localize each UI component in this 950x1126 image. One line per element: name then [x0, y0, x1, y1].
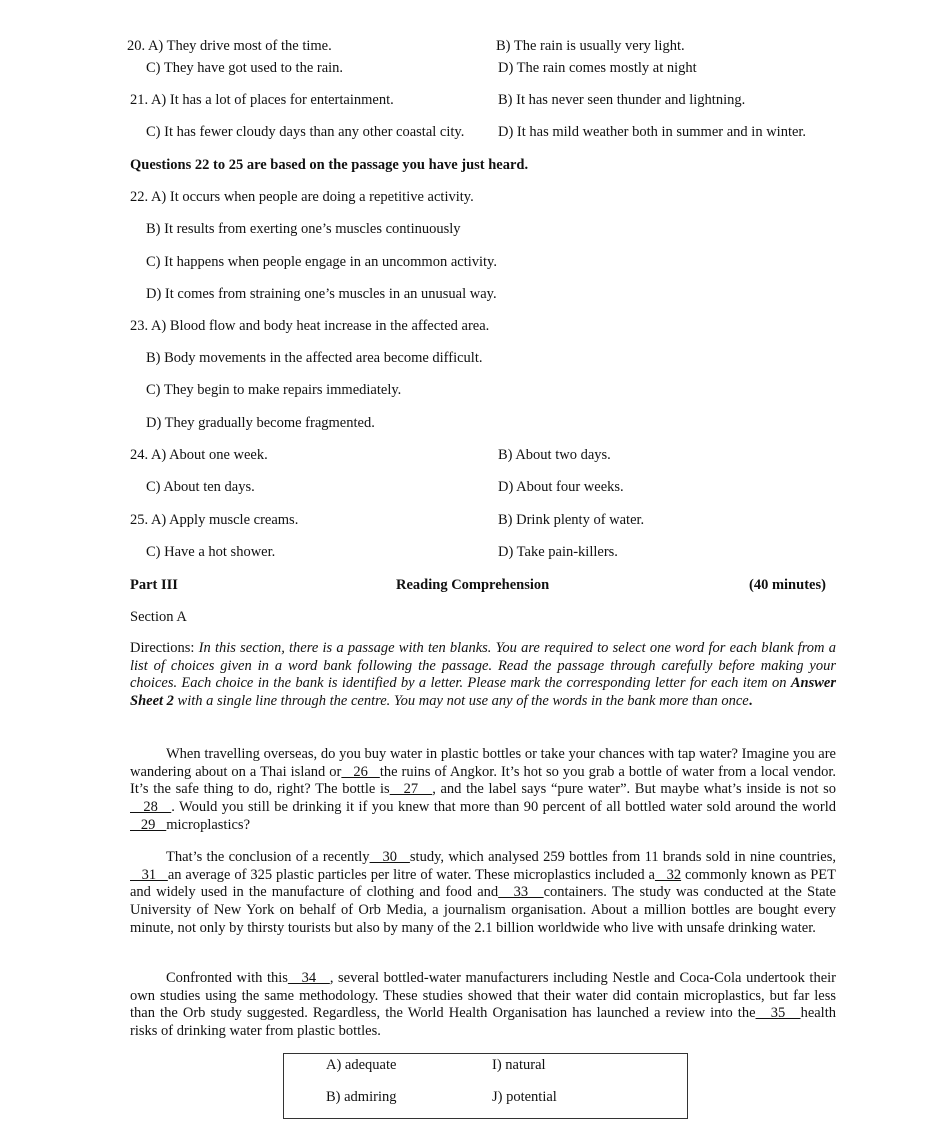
blank-31: 31 — [130, 866, 168, 883]
blank-35: 35 — [755, 1005, 801, 1022]
q20-option-a: 20. A) They drive most of the time. — [127, 38, 332, 54]
p1-text-5: microplastics? — [166, 816, 251, 833]
p1-text-2: the ruins of Angkor. It’s hot so you grab a bottle of water from a local vendor. It’s the safe thing to do, right? The bottle is — [130, 763, 836, 798]
directions-text-1: In this section, there is a passage with ten blanks. You are required to select one word for each blank from a list of choices given in a word bank following the passage. Read the passage through carefully before making your choices. Each choice in the bank is identified by a letter. Please mark the corresponding letter for each item on — [130, 640, 836, 692]
q24-option-c: C) About ten days. — [146, 479, 255, 495]
q21-option-c: C) It has fewer cloudy days than any other coastal city. — [146, 124, 465, 140]
p2-text-3: an average of 325 plastic particles per litre of water. These microplastics included a — [167, 866, 655, 883]
blank-27: 27 — [389, 781, 433, 798]
word-bank-i: I) natural — [492, 1057, 546, 1073]
p3-text-1: Confronted with this — [166, 970, 288, 986]
directions-answer-sheet: Answer Sheet 2 — [130, 675, 836, 710]
p1-text-1: When travelling overseas, do you buy water in plastic bottles or take your chances with tap water? Imagine you are wandering about on a Thai island or — [130, 746, 836, 780]
directions — [130, 640, 836, 711]
p2-text-4: commonly known as PET and widely used in the manufacture of clothing and food and — [130, 866, 837, 901]
p3-text-2: , several bottled-water manufacturers including Nestle and Coca-Cola undertook their own studies using the same methodology. These studies showed that their water did contain microplastics, but far less than the Orb study suggested. Regardless, the World Health Organisation has launched a review into the — [130, 970, 836, 1022]
blank-33: 33 — [498, 884, 544, 901]
section-label: Section A — [130, 609, 187, 625]
q21-option-a: 21. A) It has a lot of places for entertainment. — [130, 92, 394, 108]
part-time: (40 minutes) — [749, 577, 826, 593]
q23-option-d: D) They gradually become fragmented. — [146, 415, 375, 431]
q25-option-b: B) Drink plenty of water. — [498, 512, 645, 528]
q25-option-c: C) Have a hot shower. — [146, 544, 276, 560]
blank-28: 28 — [130, 799, 172, 816]
q22-option-b: B) It results from exerting one’s muscles continuously — [146, 221, 461, 237]
blank-32: 32 — [654, 866, 682, 883]
q25-option-a: 25. A) Apply muscle creams. — [130, 512, 299, 528]
questions-22-25-heading: Questions 22 to 25 are based on the passage you have just heard. — [130, 157, 529, 173]
blank-30: 30 — [369, 849, 410, 865]
q21-option-b: B) It has never seen thunder and lightning. — [498, 92, 746, 108]
passage-paragraph-1 — [130, 746, 836, 835]
q20-option-b: B) The rain is usually very light. — [496, 38, 685, 54]
q20-option-c: C) They have got used to the rain. — [146, 60, 344, 76]
directions-text-2: with a single line through the centre. You may not use any of the words in the bank more than once — [173, 693, 749, 710]
q22-option-a: 22. A) It occurs when people are doing a repetitive activity. — [130, 189, 474, 205]
word-bank-b: B) admiring — [326, 1089, 397, 1105]
p3-text-3: health risks of drinking water from plastic bottles. — [130, 1005, 836, 1040]
q23-option-a: 23. A) Blood flow and body heat increase in the affected area. — [130, 318, 490, 334]
word-bank-j: J) potential — [492, 1089, 557, 1105]
q24-option-a: 24. A) About one week. — [130, 447, 268, 463]
directions-label: Directions: — [130, 640, 199, 656]
q25-option-d: D) Take pain-killers. — [498, 544, 618, 560]
p2-text-1: That’s the conclusion of a recently — [166, 849, 370, 865]
p2-text-2: study, which analysed 259 bottles from 11 brands sold in nine countries, — [409, 849, 836, 865]
q24-option-d: D) About four weeks. — [498, 479, 624, 495]
q24-option-b: B) About two days. — [498, 447, 611, 463]
p1-text-3: , and the label says “pure water”. But maybe what’s inside is not so — [432, 781, 837, 798]
p1-text-4: . Would you still be drinking it if you knew that more than 90 percent of all bottled water sold around the world — [171, 799, 836, 816]
part-title: Reading Comprehension — [396, 577, 550, 593]
q22-option-d: D) It comes from straining one’s muscles in an unusual way. — [146, 286, 497, 302]
q20-option-d: D) The rain comes mostly at night — [498, 60, 697, 76]
q23-option-b: B) Body movements in the affected area become difficult. — [146, 350, 483, 366]
passage-paragraph-2 — [130, 849, 836, 938]
q22-option-c: C) It happens when people engage in an uncommon activity. — [146, 254, 497, 270]
q23-option-c: C) They begin to make repairs immediately. — [146, 382, 402, 398]
word-bank — [283, 1053, 688, 1119]
p2-text-5: containers. The study was conducted at the State University of New York on behalf of Orb Media, a journalism organisation. About a million bottles are bought every minute, not only by thirsty tourists but also by many of the 2.1 billion worldwide who live with unsafe drinking water. — [130, 884, 836, 936]
passage-paragraph-3 — [130, 970, 836, 1041]
q21-option-d: D) It has mild weather both in summer and in winter. — [498, 124, 807, 140]
word-bank-a: A) adequate — [326, 1057, 397, 1073]
blank-26: 26 — [341, 763, 380, 780]
part-label: Part III — [130, 577, 178, 593]
directions-end: . — [748, 693, 753, 710]
blank-34: 34 — [287, 970, 330, 986]
blank-29: 29 — [130, 816, 167, 833]
